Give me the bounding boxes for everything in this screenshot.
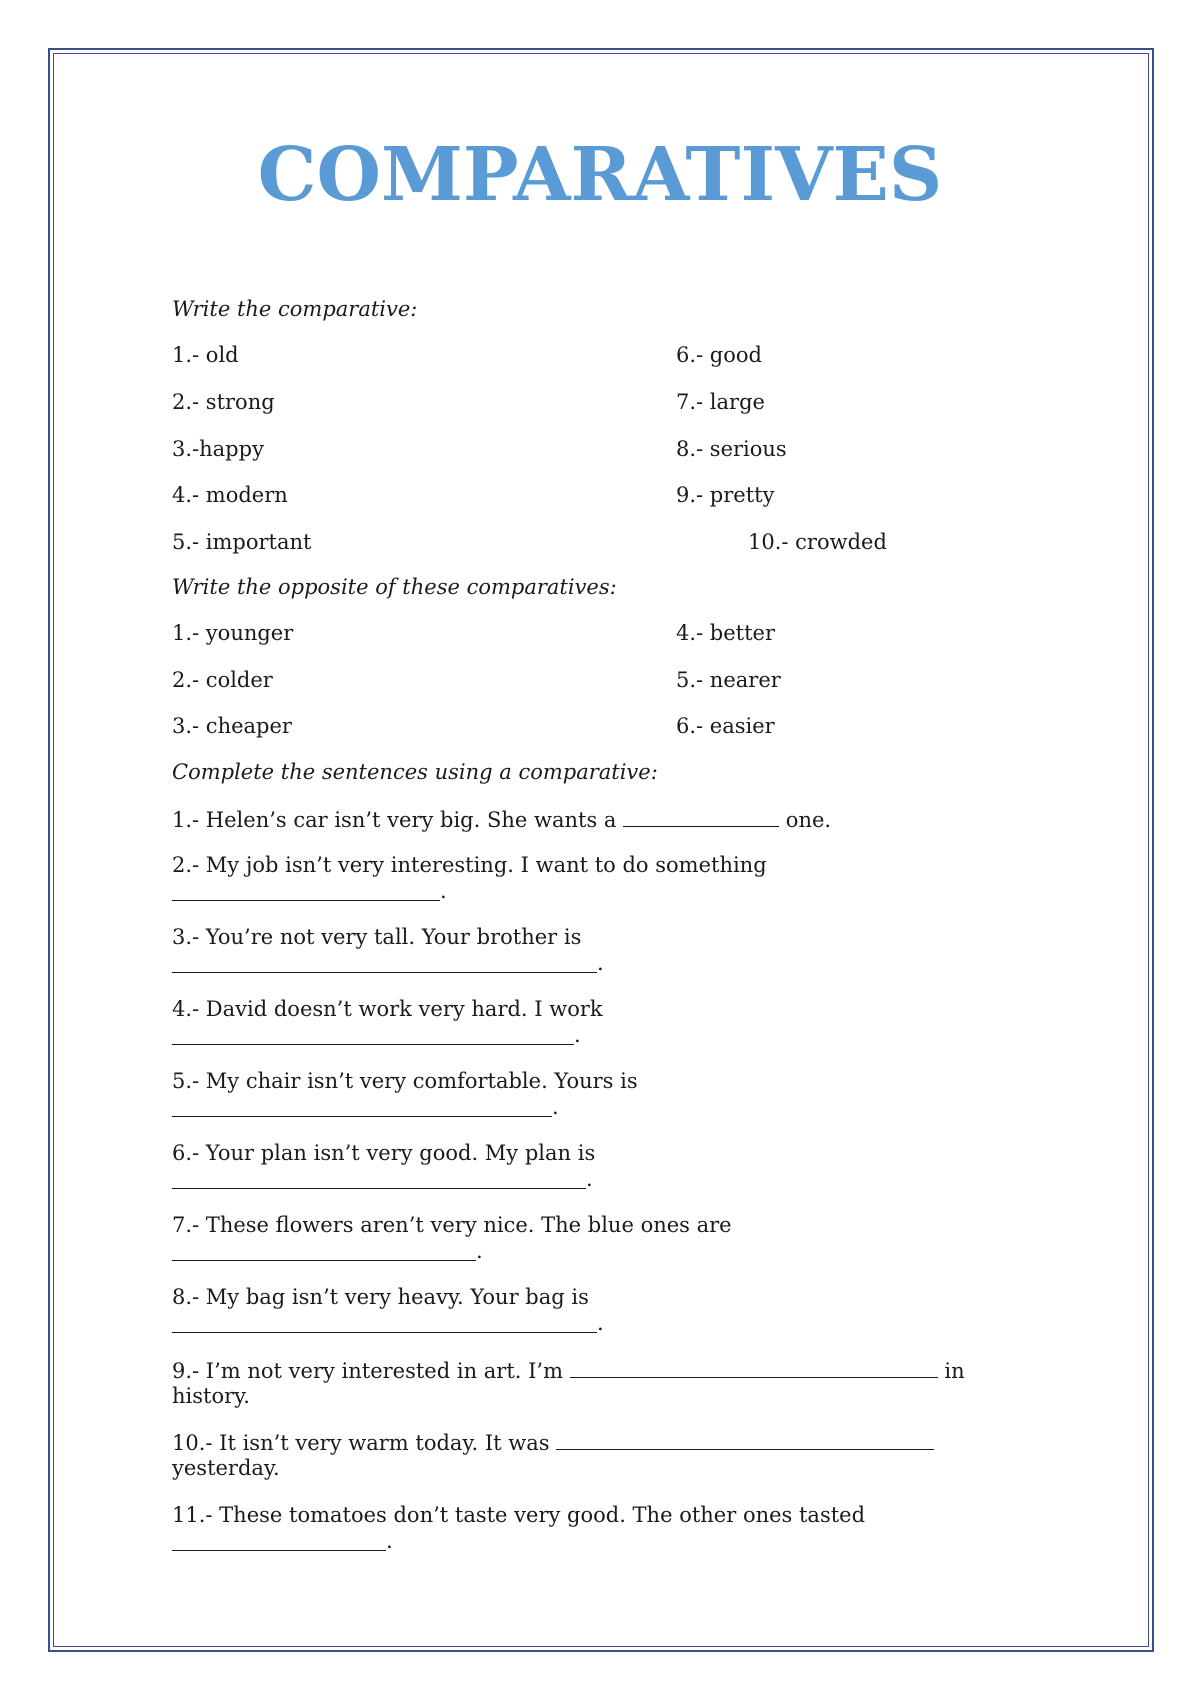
worksheet-title: COMPARATIVES (257, 132, 943, 218)
sentence-text: 10.- It isn’t very warm today. It was (172, 1431, 550, 1455)
sentence-3: 3.- You’re not very tall. Your brother is (172, 925, 582, 949)
exercise-item: 5.- important (172, 530, 312, 554)
sentence-text: 1.- Helen’s car isn’t very big. She wants a (172, 808, 617, 832)
answer-blank[interactable] (556, 1429, 934, 1450)
sentence-6: 6.- Your plan isn’t very good. My plan is (172, 1141, 596, 1165)
sentence-period: . (586, 1167, 593, 1191)
answer-blank[interactable] (172, 1532, 386, 1551)
sentence-5: 5.- My chair isn’t very comfortable. Yours is (172, 1069, 638, 1093)
exercise-item: 7.- large (676, 390, 765, 414)
exercise-item: 8.- serious (676, 437, 787, 461)
sentence-11: 11.- These tomatoes don’t taste very good. The other ones tasted (172, 1503, 866, 1527)
exercise-item: 1.- old (172, 343, 239, 367)
sentence-9-continuation: history. (172, 1384, 250, 1408)
section-heading-opposite: Write the opposite of these comparatives: (172, 575, 617, 599)
sentence-10-continuation: yesterday. (172, 1456, 280, 1480)
sentence-period: . (476, 1239, 483, 1263)
exercise-item: 5.- nearer (676, 668, 781, 692)
sentence-2: 2.- My job isn’t very interesting. I want to do something (172, 853, 767, 877)
exercise-item: 3.- cheaper (172, 714, 292, 738)
sentence-8: 8.- My bag isn’t very heavy. Your bag is (172, 1285, 589, 1309)
answer-blank[interactable] (172, 1242, 476, 1261)
answer-blank[interactable] (623, 806, 779, 827)
sentence-text: in (944, 1359, 965, 1383)
sentence-9 (172, 1357, 965, 1384)
exercise-item: 4.- better (676, 621, 776, 645)
answer-blank[interactable] (172, 1098, 552, 1117)
sentence-1 (172, 806, 831, 833)
sentence-text: one. (785, 808, 832, 832)
sentence-period: . (597, 1311, 604, 1335)
answer-blank[interactable] (172, 1314, 597, 1333)
exercise-item: 6.- good (676, 343, 762, 367)
exercise-item: 10.- crowded (748, 530, 887, 554)
sentence-period: . (597, 951, 604, 975)
sentence-period: . (386, 1529, 393, 1553)
sentence-4: 4.- David doesn’t work very hard. I work (172, 997, 603, 1021)
exercise-item: 2.- strong (172, 390, 275, 414)
answer-blank[interactable] (570, 1357, 938, 1378)
exercise-item: 9.- pretty (676, 483, 775, 507)
sentence-text: 9.- I’m not very interested in art. I’m (172, 1359, 564, 1383)
sentence-7: 7.- These flowers aren’t very nice. The blue ones are (172, 1213, 732, 1237)
exercise-item: 1.- younger (172, 621, 294, 645)
exercise-item: 2.- colder (172, 668, 273, 692)
answer-blank[interactable] (172, 954, 597, 973)
section-heading-comparative: Write the comparative: (172, 297, 418, 321)
section-heading-sentences: Complete the sentences using a comparative: (172, 760, 658, 784)
sentence-10 (172, 1429, 934, 1456)
sentence-period: . (440, 879, 447, 903)
sentence-period: . (552, 1095, 559, 1119)
exercise-item: 4.- modern (172, 483, 288, 507)
answer-blank[interactable] (172, 882, 440, 901)
answer-blank[interactable] (172, 1026, 574, 1045)
sentence-period: . (574, 1023, 581, 1047)
exercise-item: 3.-happy (172, 437, 264, 461)
answer-blank[interactable] (172, 1170, 586, 1189)
exercise-item: 6.- easier (676, 714, 775, 738)
